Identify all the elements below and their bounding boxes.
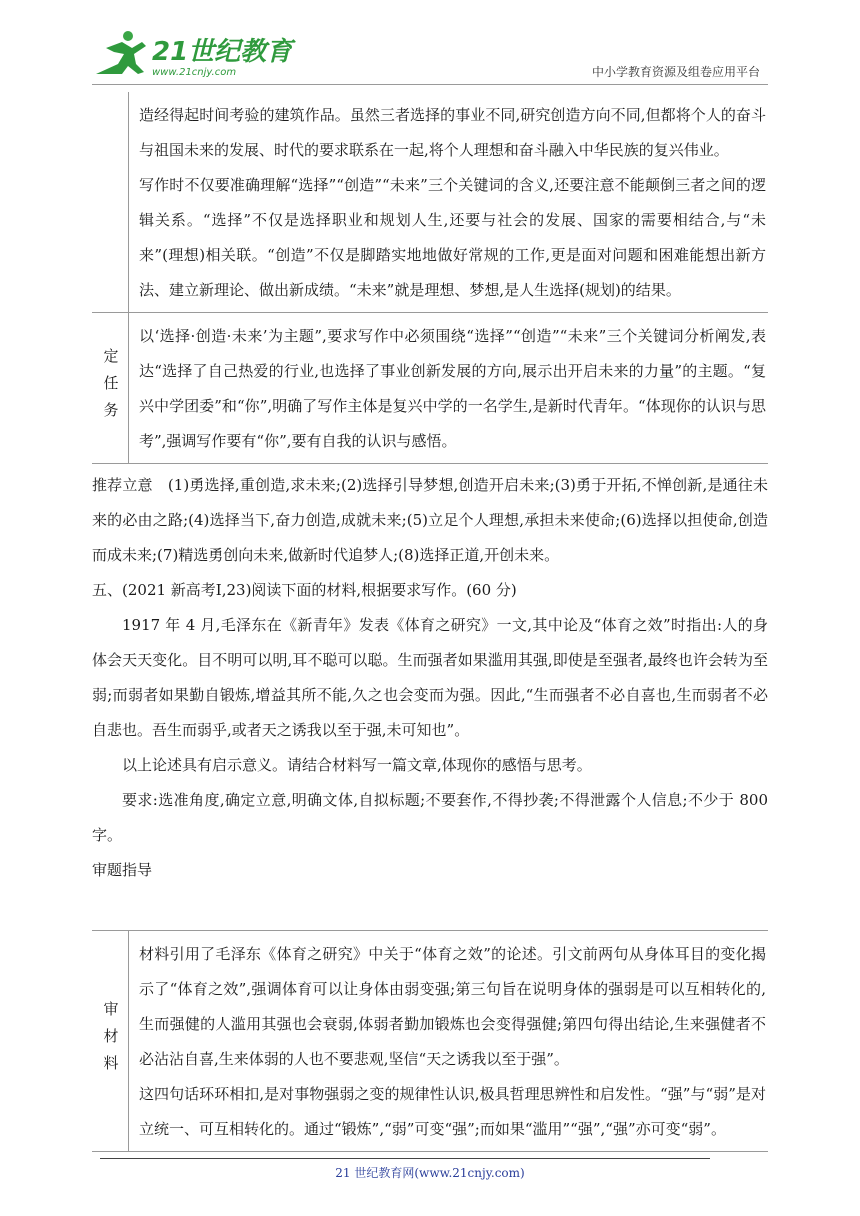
paragraph: 这四句话环环相扣,是对事物强弱之变的规律性认识,极具哲理思辨性和启发性。“强”与“弱”是对立统一、可互相转化的。通过“锻炼”,“弱”可变“强”;而如果“滥用”“强”,“强”亦可变“弱”。 bbox=[139, 1085, 766, 1138]
table1-row-task bbox=[92, 313, 768, 464]
svg-text:www.21cnjy.com: www.21cnjy.com bbox=[152, 67, 237, 78]
table1-row2-body bbox=[129, 313, 768, 463]
paragraph: 造经得起时间考验的建筑作品。虽然三者选择的事业不同,研究创造方向不同,但都将个人的奋斗与祖国未来的发展、时代的要求联系在一起,将个人理想和奋斗融入中华民族的复兴伟业。 bbox=[139, 106, 766, 159]
page-header bbox=[0, 0, 860, 90]
table2-row-material bbox=[92, 930, 768, 1152]
footer-text: 21 世纪教育网(www.21cnjy.com) bbox=[335, 1166, 525, 1180]
table2-row1-label bbox=[92, 931, 129, 1151]
page-content bbox=[92, 92, 768, 1152]
question-prompt: 以上论述具有启示意义。请结合材料写一篇文章,体现你的感悟与思考。 bbox=[122, 756, 592, 774]
svg-text:21世纪教育: 21世纪教育 bbox=[152, 37, 293, 67]
table2-row1-body bbox=[129, 931, 768, 1151]
guide-label: 审题指导 bbox=[92, 861, 153, 879]
question-material: 1917 年 4 月,毛泽东在《新青年》发表《体育之研究》一文,其中论及“体育之效”时指出:人的身体会天天变化。目不明可以明,耳不聪可以聪。生而强者如果滥用其强,即使是至强者,最终也许会转为至弱;而弱者如果勤自锻炼,增益其所不能,久之也会变而为强。因此,“生而强者不必自喜也,生而弱者不必自悲也。吾生而弱乎,或者天之诱我以至于强,未可知也”。 bbox=[92, 616, 768, 739]
paragraph: 写作时不仅要准确理解“选择”“创造”“未来”三个关键词的含义,还要注意不能颠倒三者之间的逻辑关系。“选择”不仅是选择职业和规划人生,还要与社会的发展、国家的需要相结合,与“未来”(理想)相关联。“创造”不仅是脚踏实地地做好常规的工作,更是面对问题和困难能想出新方法、建立新理论、做出新成绩。“未来”就是理想、梦想,是人生选择(规划)的结果。 bbox=[139, 176, 766, 299]
table1-row-continued bbox=[92, 92, 768, 313]
table1-row1-body bbox=[129, 92, 768, 312]
paragraph: 以‘选择·创造·未来’为主题”,要求写作中必须围绕“选择”“创造”“未来”三个关键词分析阐发,表达“选择了自己热爱的行业,也选择了事业创新发展的方向,展示出开启未来的力量”的主题。“复兴中学团委”和“你”,明确了写作主体是复兴中学的一名学生,是新时代青年。“体现你的认识与思考”,强调写作要有“你”,要有自我的认识与感悟。 bbox=[139, 327, 766, 450]
recommended-themes: 推荐立意 (1)勇选择,重创造,求未来;(2)选择引导梦想,创造开启未来;(3)勇于开拓,不惮创新,是通往未来的必由之路;(4)选择当下,奋力创造,成就未来;(5)立足个人理想,承担未来使命;(6)选择以担使命,创造而成未来;(7)精选勇创向未来,做新时代追梦人;(8)选择正道,开创未来。 bbox=[92, 476, 768, 564]
table1-row1-label bbox=[92, 92, 129, 312]
row-label-text: 审材料 bbox=[101, 1000, 120, 1082]
site-logo bbox=[92, 30, 293, 80]
platform-name: 中小学教育资源及组卷应用平台 bbox=[591, 65, 760, 79]
header-divider bbox=[92, 84, 768, 85]
question-title: 五、(2021 新高考Ⅰ,23)阅读下面的材料,根据要求写作。(60 分) bbox=[92, 581, 517, 599]
table1-row2-label bbox=[92, 313, 129, 463]
spacer bbox=[92, 888, 768, 930]
footer-divider bbox=[100, 1158, 710, 1159]
paragraph: 材料引用了毛泽东《体育之研究》中关于“体育之效”的论述。引文前两句从身体耳目的变化揭示了“体育之效”,强调体育可以让身体由弱变强;第三句旨在说明身体的强弱是可以互相转化的,生而强健的人滥用其强也会衰弱,体弱者勤加锻炼也会变得强健;第四句得出结论,生来强健者不必沾沾自喜,生来体弱的人也不要悲观,坚信“天之诱我以至于强”。 bbox=[139, 945, 766, 1068]
runner-logo-icon bbox=[92, 30, 293, 80]
question-requirement: 要求:选准角度,确定立意,明确文体,自拟标题;不要套作,不得抄袭;不得泄露个人信息;不少于 800 字。 bbox=[92, 791, 768, 844]
row-label-text: 定任务 bbox=[101, 347, 120, 429]
